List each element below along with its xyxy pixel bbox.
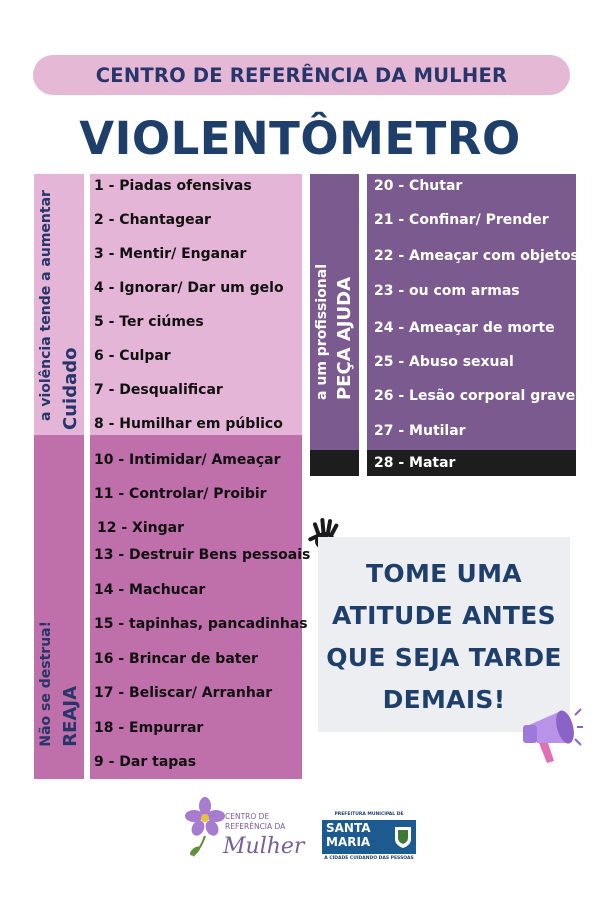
peca-ajuda-list-dark bbox=[367, 450, 576, 476]
cuidado-title: Cuidado bbox=[59, 347, 81, 430]
crm-logo-line3: Mulher bbox=[223, 834, 305, 859]
list-item: 15 - tapinhas, pancadinhas bbox=[94, 616, 308, 632]
violet-flower-icon bbox=[185, 796, 225, 864]
cuidado-subtitle: a violência tende a aumentar bbox=[37, 190, 54, 422]
list-item: 4 - Ignorar/ Dar um gelo bbox=[94, 280, 284, 296]
santa-maria-name2: MARIA bbox=[326, 835, 371, 849]
crm-logo bbox=[185, 796, 305, 864]
santa-maria-top: PREFEITURA MUNICIPAL DE bbox=[334, 812, 404, 817]
list-item: 20 - Chutar bbox=[374, 178, 463, 194]
list-item: 26 - Lesão corporal grave bbox=[374, 388, 576, 404]
peca-ajuda-subtitle: a um profissional bbox=[314, 264, 330, 400]
santa-maria-tagline: A CIDADE CUIDANDO DAS PESSOAS bbox=[324, 856, 414, 861]
list-item: 5 - Ter ciúmes bbox=[94, 314, 204, 330]
cta-line-2: ATITUDE ANTES bbox=[332, 601, 556, 630]
list-item: 27 - Mutilar bbox=[374, 423, 466, 439]
list-item: 21 - Confinar/ Prender bbox=[374, 212, 549, 228]
list-item: 28 - Matar bbox=[374, 455, 456, 471]
cta-line-1: TOME UMA bbox=[366, 559, 522, 588]
list-item: 25 - Abuso sexual bbox=[374, 354, 514, 370]
header-banner-text: CENTRO DE REFERÊNCIA DA MULHER bbox=[95, 63, 508, 87]
santa-maria-logo bbox=[320, 812, 418, 864]
list-item: 12 - Xingar bbox=[97, 520, 184, 536]
list-item: 3 - Mentir/ Enganar bbox=[94, 246, 247, 262]
city-crest-icon bbox=[393, 825, 413, 849]
list-item: 6 - Culpar bbox=[94, 348, 171, 364]
list-item: 17 - Beliscar/ Arranhar bbox=[94, 685, 273, 701]
crm-logo-line2: REFERÊNCIA DA bbox=[225, 822, 286, 831]
list-item: 24 - Ameaçar de morte bbox=[374, 320, 555, 336]
peca-ajuda-stripe-dark bbox=[310, 450, 359, 476]
peca-ajuda-list bbox=[367, 174, 579, 450]
megaphone-icon bbox=[521, 703, 583, 769]
header-banner bbox=[33, 55, 570, 95]
list-item: 9 - Dar tapas bbox=[94, 754, 197, 770]
cuidado-list bbox=[90, 174, 302, 435]
page-title: VIOLENTÔMETRO bbox=[79, 112, 521, 165]
cuidado-stripe bbox=[34, 174, 84, 435]
list-item: 23 - ou com armas bbox=[374, 283, 520, 299]
cta-line-3: QUE SEJA TARDE bbox=[326, 643, 562, 672]
santa-maria-name1: SANTA bbox=[326, 821, 371, 835]
list-item: 16 - Brincar de bater bbox=[94, 651, 258, 667]
peca-ajuda-title: PEÇA AJUDA bbox=[334, 276, 355, 400]
list-item: 14 - Machucar bbox=[94, 582, 206, 598]
reaja-subtitle: Não se destrua! bbox=[37, 621, 54, 747]
reaja-list bbox=[90, 435, 311, 779]
list-item: 18 - Empurrar bbox=[94, 720, 204, 736]
crm-logo-line1: CENTRO DE bbox=[225, 812, 270, 821]
list-item: 1 - Piadas ofensivas bbox=[94, 178, 252, 194]
list-item: 8 - Humilhar em público bbox=[94, 416, 283, 432]
list-item: 10 - Intimidar/ Ameaçar bbox=[94, 452, 281, 468]
list-item: 2 - Chantagear bbox=[94, 212, 211, 228]
reaja-title: REAJA bbox=[59, 686, 81, 747]
list-item: 13 - Destruir Bens pessoais bbox=[94, 547, 311, 563]
reaja-stripe bbox=[34, 435, 84, 779]
peca-ajuda-stripe bbox=[310, 174, 359, 450]
cta-line-4: DEMAIS! bbox=[382, 685, 506, 714]
list-item: 11 - Controlar/ Proibir bbox=[94, 486, 267, 502]
list-item: 22 - Ameaçar com objetos bbox=[374, 248, 579, 264]
list-item: 7 - Desqualificar bbox=[94, 382, 223, 398]
